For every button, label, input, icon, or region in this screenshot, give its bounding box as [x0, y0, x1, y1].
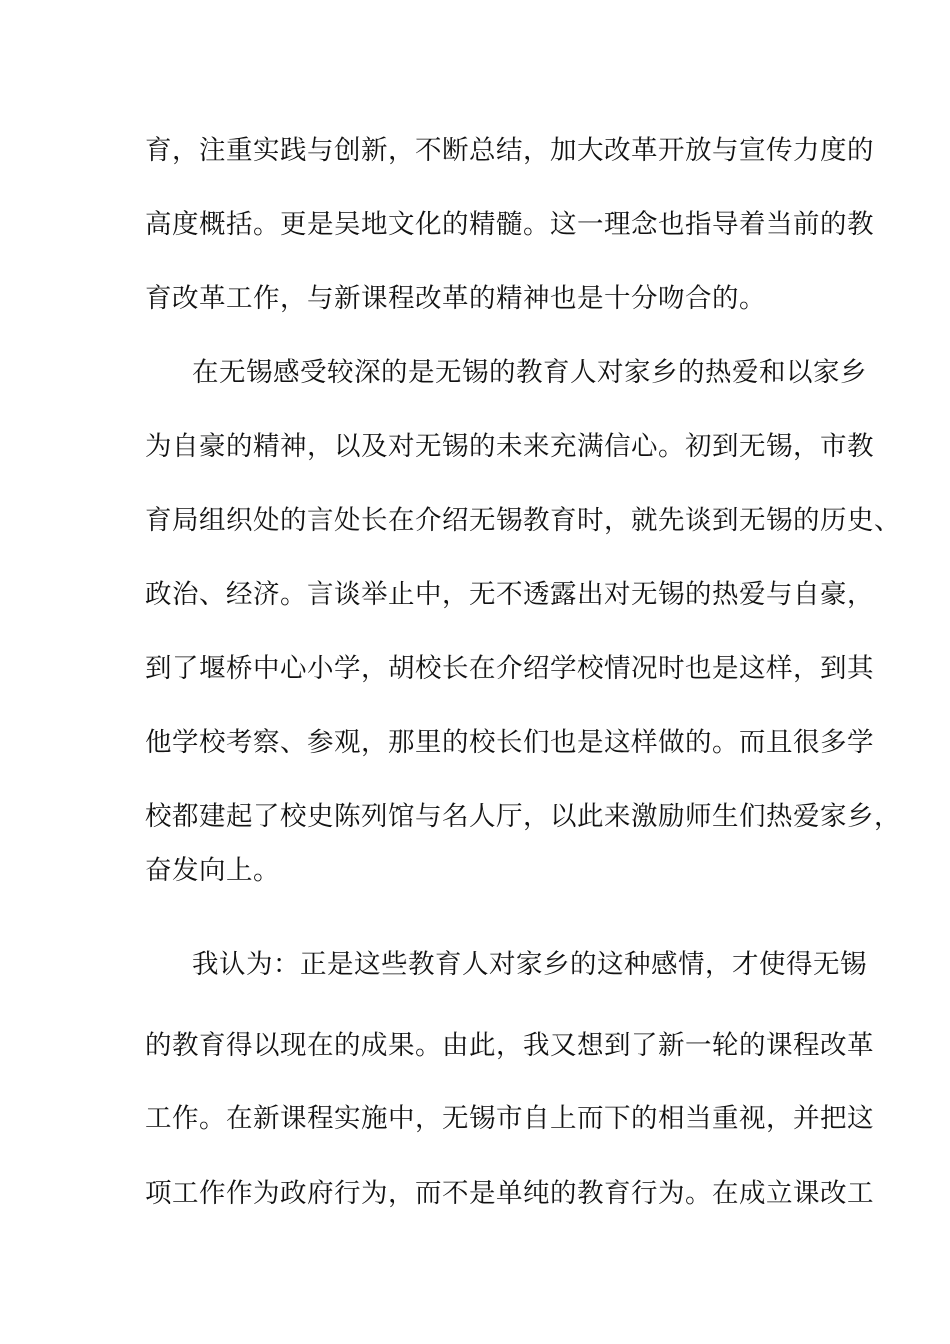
paragraph-first-line: 我认为：正是这些教育人对家乡的这种感情，才使得无锡	[192, 949, 867, 980]
paragraph-first-line: 在无锡感受较深的是无锡的教育人对家乡的热爱和以家乡	[192, 357, 867, 388]
text-line: 育，注重实践与创新，不断总结，加大改革开放与宣传力度的	[145, 135, 874, 166]
text-line: 的教育得以现在的成果。由此，我又想到了新一轮的课程改革	[145, 1030, 874, 1061]
text-line: 到了堰桥中心小学，胡校长在介绍学校情况时也是这样，到其	[145, 653, 874, 684]
text-line: 工作。在新课程实施中，无锡市自上而下的相当重视，并把这	[145, 1103, 874, 1134]
text-line: 奋发向上。	[145, 855, 280, 886]
text-line: 他学校考察、参观，那里的校长们也是这样做的。而且很多学	[145, 727, 874, 758]
text-line: 政治、经济。言谈举止中，无不透露出对无锡的热爱与自豪，	[145, 579, 874, 610]
text-line: 育改革工作，与新课程改革的精神也是十分吻合的。	[145, 283, 766, 314]
text-line: 为自豪的精神，以及对无锡的未来充满信心。初到无锡，市教	[145, 431, 874, 462]
text-line: 校都建起了校史陈列馆与名人厅，以此来激励师生们热爱家乡，	[145, 801, 901, 832]
text-line: 育局组织处的言处长在介绍无锡教育时，就先谈到无锡的历史、	[145, 505, 901, 536]
text-line: 高度概括。更是吴地文化的精髓。这一理念也指导着当前的教	[145, 209, 874, 240]
text-line: 项工作作为政府行为，而不是单纯的教育行为。在成立课改工	[145, 1178, 874, 1209]
